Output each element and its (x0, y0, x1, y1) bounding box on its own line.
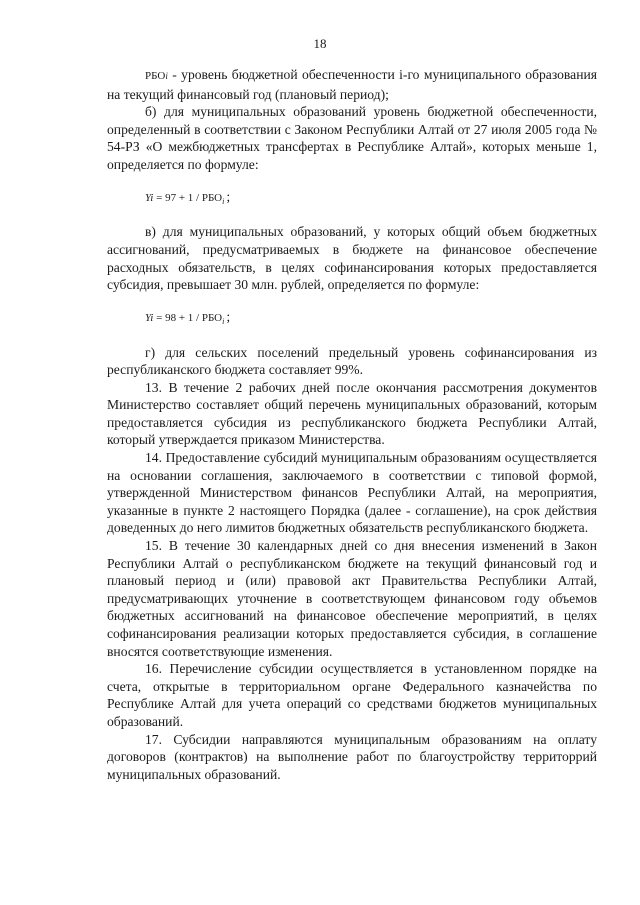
document-body (107, 66, 597, 783)
paragraph-13: 13. В течение 2 рабочих дней после окончания рассмотрения документов Министерство составляет общий перечень муниципальных образований, которым предоставляется субсидия из республиканского бюджета Республики Алтай, который утверждается приказом Министерства. (107, 379, 597, 448)
paragraph-b: б) для муниципальных образований уровень бюджетной обеспеченности, определенный в соответствии с Законом Республики Алтай от 27 июля 2005 года № 54-РЗ «О межбюджетных трансфертах в Республике Алтай», которых меньше 1, определяется по формуле: (107, 104, 597, 172)
paragraph-17: 17. Субсидии направляются муниципальным образованиям на оплату договоров (контрактов) на выполнение работ по благоустройству территоррий муниципальных образований. (107, 731, 597, 782)
paragraph-v: в) для муниципальных образований, у которых общий объем бюджетных ассигнований, предусматриваемых в бюджете на финансовое обеспечение расходных обязательств, в целях софинансирования которых предоставляется субсидия, превышает 30 млн. рублей, определяется по формуле: (107, 224, 597, 293)
paragraph-15: 15. В течение 30 календарных дней со дня внесения изменений в Закон Республики Алтай о республиканском бюджете на текущий финансовый год и плановый период и (или) правовой акт Правительства Республики Алтай, предусматривающих уточнение в соответствующем финансовом году объемов бюджетных ассигнований на финансовое обеспечение мероприятий, в целях софинансирования реализации которых предоставляется субсидия, в соглашение вносятся соответствующие изменения. (107, 538, 597, 659)
rbo-definition (107, 66, 597, 103)
paragraph-g: г) для сельских поселений предельный уровень софинансирования из республиканского бюджета составляет 99%. (107, 344, 597, 378)
page-number: 18 (313, 36, 327, 51)
formula-97: $Yi = 97 + 1 / РБО_i$ ; (145, 189, 231, 206)
rbo-variable: РБОi (145, 70, 168, 82)
paragraph-14: 14. Предоставление субсидий муниципальным образованиям осуществляется на основании соглашения, заключаемого в соответствии с типовой формой, утвержденной Министерством финансов Республики Алтай, на мероприятия, указанные в пункте 2 настоящего Порядка (далее - соглашение), на срок действия доведенных до него лимитов бюджетных обязательств республиканского бюджета. (107, 450, 597, 536)
rbo-definition-text: - уровень бюджетной обеспеченности i-го муниципального образования на текущий финансовый год (плановый период); (107, 67, 597, 102)
formula-98: $Yi = 98 + 1 / РБО_i$ ; (145, 309, 231, 326)
paragraph-16: 16. Перечисление субсидии осуществляется в установленном порядке на счета, открытые в территориальном органе Федерального казначейства по Республике Алтай для учета операций со средствами бюджетов муниципальных образований. (107, 661, 597, 729)
